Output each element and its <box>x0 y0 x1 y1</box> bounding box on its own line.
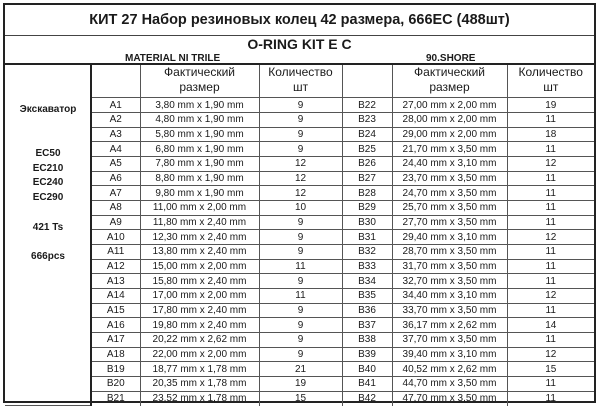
ring-size-cell: 24,70 mm x 3,50 mm <box>392 186 507 201</box>
ring-qty-cell: 11 <box>507 303 594 318</box>
table-row <box>5 391 594 405</box>
table-row <box>5 274 594 289</box>
ring-qty-cell: 9 <box>259 142 342 157</box>
table-row <box>5 376 594 391</box>
ring-size-cell: 31,70 mm x 3,50 mm <box>392 259 507 274</box>
header-qty-left: Количество шт <box>259 64 342 98</box>
ring-qty-cell: 19 <box>507 98 594 113</box>
table-row <box>5 303 594 318</box>
ring-code-cell: A11 <box>91 244 140 259</box>
ring-qty-cell: 11 <box>507 332 594 347</box>
document-title: КИТ 27 Набор резиновых колец 42 размера, 666EC (488шт) <box>5 5 594 36</box>
ring-size-cell: 37,70 mm x 3,50 mm <box>392 332 507 347</box>
material-label: MATERIAL NI TRILE <box>125 53 221 64</box>
ring-qty-cell: 9 <box>259 230 342 245</box>
table-row <box>5 127 594 142</box>
machine-label: Экскаватор <box>19 104 77 115</box>
ring-size-cell: 47,70 mm x 3,50 mm <box>392 391 507 405</box>
ring-code-cell: A13 <box>91 274 140 289</box>
ring-qty-cell: 9 <box>259 318 342 333</box>
table-row <box>5 171 594 186</box>
ring-code-cell: B34 <box>342 274 392 289</box>
ring-qty-cell: 11 <box>507 200 594 215</box>
table-row <box>5 347 594 362</box>
ring-qty-cell: 14 <box>507 318 594 333</box>
ring-size-cell: 11,00 mm x 2,00 mm <box>140 200 259 215</box>
ring-size-cell: 18,77 mm x 1,78 mm <box>140 362 259 377</box>
hardness-label: 90.SHORE <box>426 53 476 64</box>
header-size-left: Фактический размер <box>140 64 259 98</box>
ring-size-cell: 29,40 mm x 3,10 mm <box>392 230 507 245</box>
ring-size-cell: 33,70 mm x 3,50 mm <box>392 303 507 318</box>
table-row <box>5 112 594 127</box>
ring-qty-cell: 9 <box>259 332 342 347</box>
ring-size-cell: 9,80 mm x 1,90 mm <box>140 186 259 201</box>
ring-size-cell: 21,70 mm x 3,50 mm <box>392 142 507 157</box>
ring-qty-cell: 12 <box>507 288 594 303</box>
ring-qty-cell: 9 <box>259 127 342 142</box>
table-row <box>5 200 594 215</box>
ring-code-cell: B37 <box>342 318 392 333</box>
table-row <box>5 244 594 259</box>
ring-size-cell: 12,30 mm x 2,40 mm <box>140 230 259 245</box>
machine-label: EC210 <box>32 163 64 174</box>
ring-code-cell: A3 <box>91 127 140 142</box>
ring-code-cell: B36 <box>342 303 392 318</box>
ring-qty-cell: 12 <box>507 156 594 171</box>
ring-size-cell: 7,80 mm x 1,90 mm <box>140 156 259 171</box>
ring-size-cell: 25,70 mm x 3,50 mm <box>392 200 507 215</box>
ring-code-cell: B33 <box>342 259 392 274</box>
ring-qty-cell: 12 <box>259 171 342 186</box>
ring-size-cell: 29,00 mm x 2,00 mm <box>392 127 507 142</box>
header-size-right: Фактический размер <box>392 64 507 98</box>
ring-qty-cell: 9 <box>259 112 342 127</box>
ring-qty-cell: 21 <box>259 362 342 377</box>
ring-qty-cell: 10 <box>259 200 342 215</box>
ring-qty-cell: 9 <box>259 215 342 230</box>
oring-kit-document <box>3 3 596 403</box>
document-subtitle: O-RING KIT E C <box>247 36 352 52</box>
ring-code-cell: B26 <box>342 156 392 171</box>
ring-size-cell: 39,40 mm x 3,10 mm <box>392 347 507 362</box>
ring-qty-cell: 11 <box>507 259 594 274</box>
ring-code-cell: B21 <box>91 391 140 405</box>
ring-size-cell: 24,40 mm x 3,10 mm <box>392 156 507 171</box>
table-row <box>5 259 594 274</box>
ring-code-cell: A6 <box>91 171 140 186</box>
ring-qty-cell: 11 <box>507 186 594 201</box>
ring-code-cell: A12 <box>91 259 140 274</box>
oring-size-table <box>5 63 594 406</box>
machine-label: EC50 <box>35 148 61 159</box>
ring-size-cell: 5,80 mm x 1,90 mm <box>140 127 259 142</box>
header-qty-right: Количество шт <box>507 64 594 98</box>
ring-qty-cell: 11 <box>507 171 594 186</box>
ring-code-cell: B27 <box>342 171 392 186</box>
ring-code-cell: B22 <box>342 98 392 113</box>
table-header-row <box>5 64 594 98</box>
ring-code-cell: B31 <box>342 230 392 245</box>
ring-qty-cell: 11 <box>259 259 342 274</box>
ring-qty-cell: 9 <box>259 98 342 113</box>
ring-size-cell: 17,00 mm x 2,00 mm <box>140 288 259 303</box>
ring-qty-cell: 18 <box>507 127 594 142</box>
ring-size-cell: 20,35 mm x 1,78 mm <box>140 376 259 391</box>
table-row <box>5 362 594 377</box>
table-row <box>5 156 594 171</box>
ring-code-cell: B30 <box>342 215 392 230</box>
ring-size-cell: 17,80 mm x 2,40 mm <box>140 303 259 318</box>
ring-code-cell: B20 <box>91 376 140 391</box>
ring-size-cell: 19,80 mm x 2,40 mm <box>140 318 259 333</box>
header-code-left <box>91 64 140 98</box>
ring-code-cell: A5 <box>91 156 140 171</box>
ring-code-cell: B35 <box>342 288 392 303</box>
ring-size-cell: 22,00 mm x 2,00 mm <box>140 347 259 362</box>
table-row <box>5 332 594 347</box>
table-row <box>5 142 594 157</box>
machine-label: EC240 <box>32 177 64 188</box>
table-row <box>5 288 594 303</box>
ring-code-cell: A17 <box>91 332 140 347</box>
ring-size-cell: 20,22 mm x 2,62 mm <box>140 332 259 347</box>
ring-size-cell: 28,00 mm x 2,00 mm <box>392 112 507 127</box>
ring-code-cell: B19 <box>91 362 140 377</box>
ring-qty-cell: 12 <box>259 156 342 171</box>
ring-size-cell: 3,80 mm x 1,90 mm <box>140 98 259 113</box>
ring-code-cell: B38 <box>342 332 392 347</box>
ring-size-cell: 13,80 mm x 2,40 mm <box>140 244 259 259</box>
ring-size-cell: 27,70 mm x 3,50 mm <box>392 215 507 230</box>
ring-code-cell: B25 <box>342 142 392 157</box>
ring-qty-cell: 11 <box>507 376 594 391</box>
ring-code-cell: A2 <box>91 112 140 127</box>
ring-qty-cell: 9 <box>259 274 342 289</box>
table-row <box>5 98 594 113</box>
ring-qty-cell: 11 <box>507 244 594 259</box>
ring-code-cell: B24 <box>342 127 392 142</box>
ring-code-cell: A16 <box>91 318 140 333</box>
ring-code-cell: A1 <box>91 98 140 113</box>
ring-size-cell: 27,00 mm x 2,00 mm <box>392 98 507 113</box>
ring-code-cell: B40 <box>342 362 392 377</box>
ring-qty-cell: 11 <box>259 288 342 303</box>
ring-size-cell: 23,52 mm x 1,78 mm <box>140 391 259 405</box>
ring-code-cell: A8 <box>91 200 140 215</box>
table-row <box>5 215 594 230</box>
ring-size-cell: 4,80 mm x 1,90 mm <box>140 112 259 127</box>
ring-size-cell: 32,70 mm x 3,50 mm <box>392 274 507 289</box>
ring-size-cell: 6,80 mm x 1,90 mm <box>140 142 259 157</box>
machine-label: EC290 <box>32 192 64 203</box>
machine-info-cell <box>5 64 91 406</box>
ring-code-cell: A10 <box>91 230 140 245</box>
ring-qty-cell: 11 <box>507 142 594 157</box>
ring-size-cell: 15,80 mm x 2,40 mm <box>140 274 259 289</box>
ring-code-cell: B41 <box>342 376 392 391</box>
ring-size-cell: 15,00 mm x 2,00 mm <box>140 259 259 274</box>
ring-code-cell: A15 <box>91 303 140 318</box>
ring-qty-cell: 12 <box>259 186 342 201</box>
ring-code-cell: A7 <box>91 186 140 201</box>
ring-code-cell: B28 <box>342 186 392 201</box>
ring-qty-cell: 12 <box>507 347 594 362</box>
ring-code-cell: B29 <box>342 200 392 215</box>
ring-qty-cell: 11 <box>507 215 594 230</box>
ring-qty-cell: 9 <box>259 347 342 362</box>
ring-qty-cell: 19 <box>259 376 342 391</box>
header-code-right <box>342 64 392 98</box>
ring-size-cell: 28,70 mm x 3,50 mm <box>392 244 507 259</box>
machine-label: 666pcs <box>31 251 65 262</box>
ring-size-cell: 36,17 mm x 2,62 mm <box>392 318 507 333</box>
ring-code-cell: A4 <box>91 142 140 157</box>
ring-qty-cell: 12 <box>507 230 594 245</box>
ring-code-cell: B42 <box>342 391 392 405</box>
ring-code-cell: A18 <box>91 347 140 362</box>
machine-label: 421 Ts <box>32 222 64 233</box>
ring-code-cell: B39 <box>342 347 392 362</box>
ring-qty-cell: 11 <box>507 274 594 289</box>
ring-code-cell: B23 <box>342 112 392 127</box>
ring-qty-cell: 11 <box>507 112 594 127</box>
ring-qty-cell: 9 <box>259 303 342 318</box>
ring-qty-cell: 9 <box>259 244 342 259</box>
ring-size-cell: 11,80 mm x 2,40 mm <box>140 215 259 230</box>
ring-qty-cell: 15 <box>259 391 342 405</box>
ring-size-cell: 34,40 mm x 3,10 mm <box>392 288 507 303</box>
table-row <box>5 186 594 201</box>
table-row <box>5 230 594 245</box>
ring-qty-cell: 11 <box>507 391 594 405</box>
ring-code-cell: A14 <box>91 288 140 303</box>
ring-size-cell: 8,80 mm x 1,90 mm <box>140 171 259 186</box>
ring-code-cell: A9 <box>91 215 140 230</box>
ring-code-cell: B32 <box>342 244 392 259</box>
ring-size-cell: 23,70 mm x 3,50 mm <box>392 171 507 186</box>
ring-size-cell: 40,52 mm x 2,62 mm <box>392 362 507 377</box>
ring-qty-cell: 15 <box>507 362 594 377</box>
table-row <box>5 318 594 333</box>
ring-size-cell: 44,70 mm x 3,50 mm <box>392 376 507 391</box>
